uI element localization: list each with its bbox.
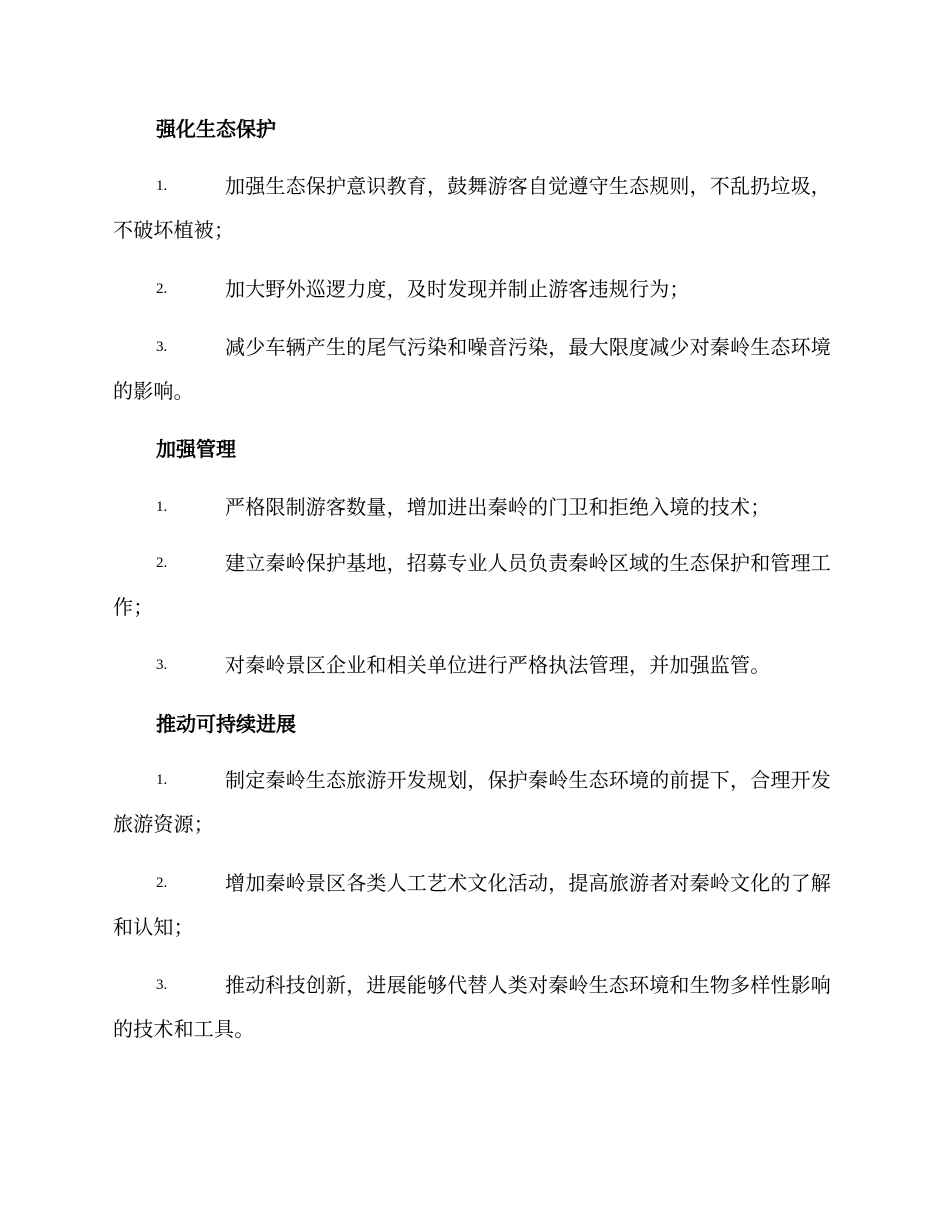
list-item-number: 2. [156, 281, 168, 297]
list-item-text: 对秦岭景区企业和相关单位进行严格执法管理，并加强监管。 [225, 653, 771, 677]
list-item [113, 164, 835, 252]
list-item-number: 3. [156, 657, 168, 673]
list-item-number: 3. [156, 339, 168, 355]
list-item [113, 643, 835, 687]
list-item-number: 2. [156, 555, 168, 571]
list-item-number: 1. [156, 772, 168, 788]
list-item-text: 制定秦岭生态旅游开发规划，保护秦岭生态环境的前提下，合理开发旅游资源； [113, 768, 831, 836]
section-heading: 推动可持续进展 [156, 712, 296, 736]
list-item [113, 325, 835, 413]
list-item [113, 485, 835, 529]
list-item-number: 3. [156, 977, 168, 993]
list-item-number: 2. [156, 875, 168, 891]
section-heading: 强化生态保护 [156, 117, 276, 141]
section-heading: 加强管理 [156, 437, 236, 461]
list-item-text: 建立秦岭保护基地，招募专业人员负责秦岭区域的生态保护和管理工作； [113, 551, 831, 619]
list-item-text: 加大野外巡逻力度，及时发现并制止游客违规行为； [225, 277, 690, 301]
list-item [113, 758, 835, 846]
list-item-text: 加强生态保护意识教育，鼓舞游客自觉遵守生态规则，不乱扔垃圾，不破坏植被； [113, 174, 831, 242]
list-item [113, 267, 835, 311]
list-item [113, 861, 835, 949]
list-item [113, 963, 835, 1051]
list-item-text: 减少车辆产生的尾气污染和噪音污染，最大限度减少对秦岭生态环境的影响。 [113, 335, 831, 403]
list-item-number: 1. [156, 499, 168, 515]
list-item-text: 增加秦岭景区各类人工艺术文化活动，提高旅游者对秦岭文化的了解和认知； [113, 871, 831, 939]
list-item-text: 推动科技创新，进展能够代替人类对秦岭生态环境和生物多样性影响的技术和工具。 [113, 973, 831, 1041]
list-item-text: 严格限制游客数量，增加进出秦岭的门卫和拒绝入境的技术； [225, 495, 771, 519]
list-item [113, 541, 835, 629]
list-item-number: 1. [156, 178, 168, 194]
